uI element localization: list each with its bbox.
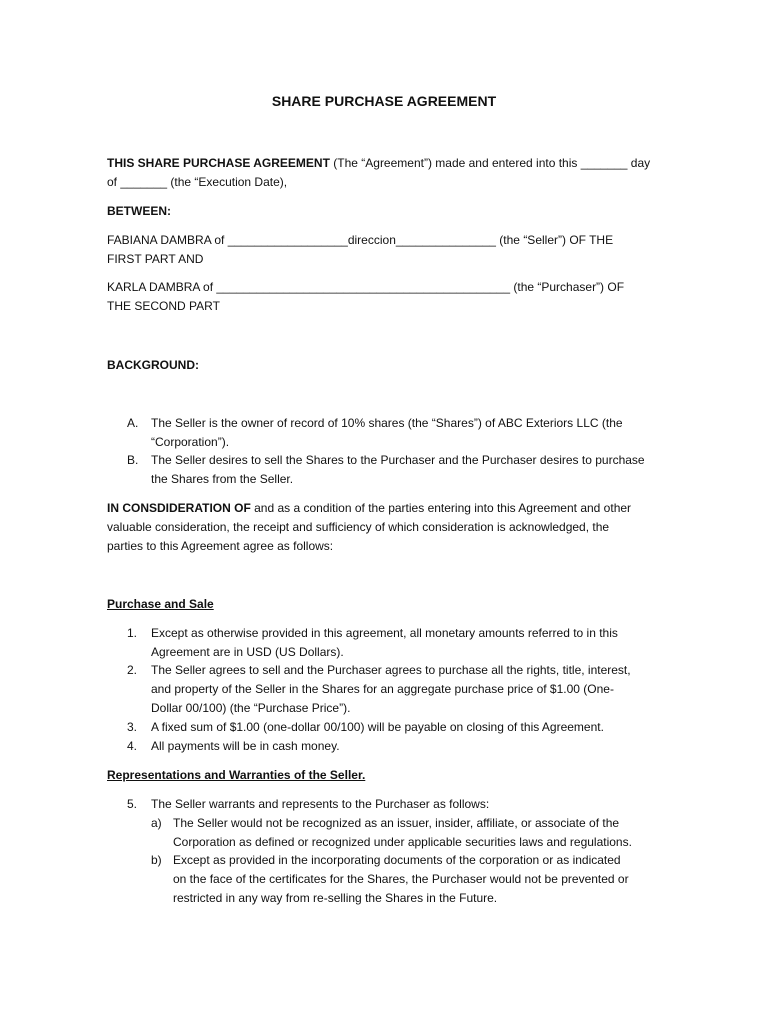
consideration-paragraph xyxy=(107,499,661,556)
consideration-lead: IN CONSDIDERATION OF xyxy=(107,501,251,515)
section1-item-3-line-1: A fixed sum of $1.00 (one-dollar 00/100) will be payable on closing of this Agreement. xyxy=(151,720,604,734)
section1-item-4 xyxy=(151,737,661,756)
document-title: SHARE PURCHASE AGREEMENT xyxy=(271,93,497,109)
party-2-line-1: KARLA DAMBRA of ____________________________________________ (the “Purchaser”) OF xyxy=(107,280,625,294)
section1-item-4-line-1: All payments will be in cash money. xyxy=(151,739,340,753)
consideration-line-1-rest: and as a condition of the parties entering into this Agreement and other xyxy=(250,501,632,515)
section2-item-5: The Seller warrants and represents to the Purchaser as follows: xyxy=(151,797,490,811)
section1-item-1 xyxy=(151,624,661,662)
background-label: BACKGROUND: xyxy=(107,358,199,372)
background-item-a-line-1: The Seller is the owner of record of 10% shares (the “Shares”) of ABC Exteriors LLC (the xyxy=(151,416,623,430)
section2-subitem-b-line-3: restricted in any way from re-selling the Shares in the Future. xyxy=(173,891,498,905)
section2-subitem-a-line-2: Corporation as defined or recognized under applicable securities laws and regulations. xyxy=(173,835,632,849)
party-2-line-2: THE SECOND PART xyxy=(107,299,220,313)
section1-item-1-line-2: Agreement are in USD (US Dollars). xyxy=(151,645,344,659)
intro-line-2: of _______ (the “Execution Date), xyxy=(107,175,288,189)
background-item-a-marker: A. xyxy=(127,416,139,430)
section1-item-3 xyxy=(151,718,661,737)
consideration-line-2: valuable consideration, the receipt and sufficiency of which consideration is acknowledged, the xyxy=(107,520,610,534)
section2-subitem-b-line-1: Except as provided in the incorporating documents of the corporation or as indicated xyxy=(173,853,621,867)
party-1-line-2: FIRST PART AND xyxy=(107,252,204,266)
consideration-line-1 xyxy=(107,499,661,518)
background-item-b-line-2: the Shares from the Seller. xyxy=(151,472,294,486)
intro-line-1 xyxy=(107,154,661,173)
section1-item-2-line-3: Dollar 00/100) (the “Purchase Price”). xyxy=(151,701,351,715)
intro-line-1-rest: (The “Agreement”) made and entered into this _______ day xyxy=(329,156,651,170)
section2-subitem-b-line-2: on the face of the certificates for the Shares, the Purchaser would not be prevented or xyxy=(173,872,629,886)
background-item-b-line-1: The Seller desires to sell the Shares to the Purchaser and the Purchaser desires to purchase xyxy=(151,453,645,467)
background-item-b xyxy=(151,451,661,489)
intro-lead: THIS SHARE PURCHASE AGREEMENT xyxy=(107,156,330,170)
between-label: BETWEEN: xyxy=(107,204,171,218)
background-item-a-line-2: “Corporation”). xyxy=(151,435,230,449)
section1-item-2-line-2: and property of the Seller in the Shares for an aggregate purchase price of $1.00 (One- xyxy=(151,682,614,696)
section1-item-4-marker: 4. xyxy=(127,739,138,753)
section1-item-1-marker: 1. xyxy=(127,626,138,640)
section1-item-1-line-1: Except as otherwise provided in this agreement, all monetary amounts referred to in this xyxy=(151,626,618,640)
section2-subitem-b xyxy=(173,851,661,908)
section2-item-5-marker: 5. xyxy=(127,797,138,811)
section1-item-2 xyxy=(151,661,661,718)
background-item-a xyxy=(151,414,661,452)
party-1-line-1: FABIANA DAMBRA of __________________direccion_______________ (the “Seller”) OF THE xyxy=(107,233,614,247)
consideration-line-3: parties to this Agreement agree as follows: xyxy=(107,539,334,553)
section1-item-2-marker: 2. xyxy=(127,663,138,677)
section-heading-representations: Representations and Warranties of the Seller. xyxy=(107,768,366,782)
intro-paragraph xyxy=(107,154,661,192)
section2-subitem-a-marker: a) xyxy=(151,816,162,830)
section-heading-purchase-sale: Purchase and Sale xyxy=(107,597,214,611)
section1-item-3-marker: 3. xyxy=(127,720,138,734)
section2-subitem-a-line-1: The Seller would not be recognized as an issuer, insider, affiliate, or associate of the xyxy=(173,816,620,830)
section2-subitem-b-marker: b) xyxy=(151,853,162,867)
party-1 xyxy=(107,231,661,269)
background-item-b-marker: B. xyxy=(127,453,139,467)
section1-item-2-line-1: The Seller agrees to sell and the Purchaser agrees to purchase all the rights, title, interest, xyxy=(151,663,631,677)
party-2 xyxy=(107,278,661,316)
section2-subitem-a xyxy=(173,814,661,852)
